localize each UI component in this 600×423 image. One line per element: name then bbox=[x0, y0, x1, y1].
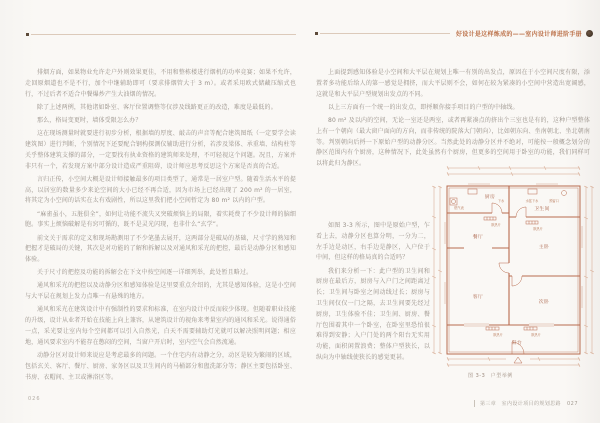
footer-right bbox=[474, 400, 578, 407]
paragraph: 除了上述两例，其他诸如卧室、客厅位置调整等仅涉及线路更正的改造，难度是最低的。 bbox=[37, 103, 277, 111]
page-number-left: 026 bbox=[28, 396, 41, 402]
paragraph: 这在现场测量时就要进行初步分析，根据墙的厚度、敲击的声音等配合建筑图纸（一定要学会读建筑图）进行判断，个别情况下还要配合钢构探测仪辅助进行分析，若涉及梁体、承重墙、结构柱等关乎整体建筑支撑的部分，一定要找有执业资格的建筑师来处理，不可轻视这个问题。况且，方案并非只有一个，若发现方案中部分设计造成严重阻碍，设计师应思考反思这个方案是否真的合适。 bbox=[25, 130, 296, 170]
page-right bbox=[300, 0, 600, 423]
header-square-icon bbox=[26, 33, 29, 36]
right-body-text bbox=[316, 68, 590, 172]
room-label-kitchen: 厨房 bbox=[484, 195, 496, 200]
interior-walls bbox=[447, 186, 580, 326]
paragraph: 动静分区对设计师来说应是考虑最多的问题。一个住宅内有动静之分，动区是较为繁闹的区域，包括玄关、客厅、餐厅、厨房、家务区以及卫生间内的马桶部分和盥洗部分等；静区主要包括卧室、书房、衣帽间、主卫或淋浴区等。 bbox=[25, 352, 296, 381]
header-line bbox=[320, 33, 450, 34]
outer-walls bbox=[445, 184, 582, 354]
paragraph: 通风和采光的把控以及动静分区和感知体验是这里要重点介绍的，尤其是感知体验，这是小空间与大平层在规划上发力点唯一有悬殊的地方。 bbox=[25, 282, 296, 301]
floor-plan-svg bbox=[428, 160, 595, 370]
chapter-title: 第三章 室内设计项目的规划思路 bbox=[474, 400, 561, 407]
floor-plan-figure bbox=[428, 160, 595, 394]
paragraph: 我们来分析一下：此户型的卫生间和厨房在最后方，厨房与入户门之间距离过长；卫生间与卧室之间动线过长；厨房与卫生间仅仅一门之隔，去卫生间要先经过厨房，卫生体验不佳；卫生间、厨房、餐厅包围着其中一个卧室，在卧室里恐怕很难得到安静；入户门处的两个阳台无实用功能，面积闲置浪费；整体户型狭长，以纵向为中轴线使狭长的感觉更甚。 bbox=[316, 267, 430, 361]
paragraph: 如图 3-3 所示，图中是原始户型，乍看上去，动静分区也算分明，一分为二，左手边是动区，右手边是静区，入户位于中间，但这样的格局真的合适吗？ bbox=[316, 222, 430, 262]
paragraph: 通风和采光在建筑设计中有强制性的要求和标准，在室内设计中反而较少体现。但随着职业技能的升级，设计从业者开始在技能上向上兼容，从建筑设计的视角来考量室内的通风和采光。说得通俗一点，采光要让室内每个空间都可以引入自然光，白天不需要辅助灯光就可以解决照明问题；相应地，通风要求室内不能存在憋闷的空间，当窗户开启时，室内空气会自然流通。 bbox=[25, 306, 296, 346]
paragraph: 前文关于需求的定义和现场勘测用了不少笔墨去展开，这两部分是破局的基础，尺寸学的熟知和把握才是破局的关键，其次是对功能的了解和拆解以及对通风和采光的把控，最后是动静分区和感知体验。 bbox=[25, 234, 296, 264]
label-drain: 下水 bbox=[497, 199, 505, 203]
room-label-dining: 餐厅 bbox=[472, 235, 484, 240]
room-label-second-bedroom: 次卧 bbox=[538, 300, 550, 305]
entry-arrow-icon bbox=[514, 357, 522, 363]
header-line bbox=[31, 34, 296, 35]
label-radiator: 散热片 bbox=[533, 227, 543, 231]
label-gas-meter: 燃气表 bbox=[454, 206, 464, 210]
figure-caption: 图 3-3 户型举例 bbox=[468, 373, 513, 379]
label-basin-drain: 水盆下水 bbox=[525, 199, 539, 203]
header-square-icon bbox=[315, 32, 318, 35]
room-labels bbox=[473, 193, 550, 346]
running-head-title: 好设计是这样炼成的——室内设计师进阶手册 bbox=[455, 30, 582, 38]
paragraph: 言归正传，小空间大概是设计师接触最多的项目类型了，通常是一居室户型。随着生活水平的提高，以居室的数量多少来论空间的大小已经不再合适，因为市场上已经出现了 200 m² 的一居室，将其定为小空间的话实在太有戏剧性，所以这里我们把小空间暂定为 80 m² 以内的户型。 bbox=[25, 175, 296, 205]
room-label-master-bedroom: 主卧 bbox=[538, 245, 550, 250]
paragraph: 以上三方面有一个统一的出发点，即捋顺你接手项目的户型的中轴线。 bbox=[328, 103, 519, 111]
paragraph: 排烟方面，如果物业允许走户外则效果更佳，不用和整栋楼进行烟机的功率竞赛；如果不允许，走回原烟道也不是不行，加个中继辅助即可（要求排烟管大于 3 m）。或者采用欧式储藏压缩式也行，不过后者不适合中餐爆炒产生大油烟的情况。 bbox=[25, 69, 296, 98]
dimension-lines bbox=[432, 166, 594, 367]
header-rule-right bbox=[315, 29, 593, 37]
room-label-bathroom: 卫生间 bbox=[534, 207, 550, 212]
label-radiator: 散热片 bbox=[493, 333, 503, 337]
label-radiator: 散热片 bbox=[531, 333, 541, 337]
room-label-balcony: 阳台 bbox=[511, 341, 523, 346]
left-body-text bbox=[25, 68, 296, 386]
label-reserved-outlet: 预留口 bbox=[549, 199, 559, 203]
paragraph: 80 m² 及以内的空间，无论一室还是两室，或者再紧凑点的挤出个三室也是有的，这种户型整体上有一个朝向（最大窗户面向的方向，而非传统的院落大门朝向），比如朝东向、坐南朝北、坐北朝南等。判别朝向后捋一下原始户型的动静分区。当然此处的动静分区并不绝对，可能按一般概念划分的静区范围内有个厨房，这种情况下，此处虽然有个厨房，但更多的空间用于卧室的功能，我们同样可以将此归为静区。 bbox=[316, 116, 590, 168]
annotation-labels bbox=[454, 198, 559, 337]
right-column-text bbox=[316, 221, 430, 366]
paragraph: “麻雀虽小，五脏俱全”，如何让功能不流失又突破烦恼上的局限，着实耗费了不少设计师的脑细胞。事实上烦恼破解是有窍可循的，既不是灵光闪现，也非什么“玄学”。 bbox=[25, 210, 296, 229]
paragraph: 上面提到感知体验是小空间和大平层在规划上唯一有别的出发点，原因在于小空间尺度有限，添置者多功能后给人的第一感觉是拥挤，而大平层则不会，如何在较为紧凑的小空间中营造出宽阔感，这就是和大平层户型规划出发点的不同。 bbox=[316, 69, 590, 98]
paragraph: 关于尺寸的把控及功能的拆解会在下文中按空间逐一详细列举，此处暂且略过。 bbox=[37, 269, 253, 277]
header-rule-left bbox=[26, 30, 296, 38]
paragraph: 那么，格局变更时，墙体受限怎么办？ bbox=[37, 116, 142, 124]
room-label-living: 客厅 bbox=[472, 295, 484, 300]
label-radiator: 散热片 bbox=[491, 223, 501, 227]
page-number-right: 027 bbox=[566, 400, 578, 407]
chapter-dot-icon bbox=[586, 30, 593, 37]
